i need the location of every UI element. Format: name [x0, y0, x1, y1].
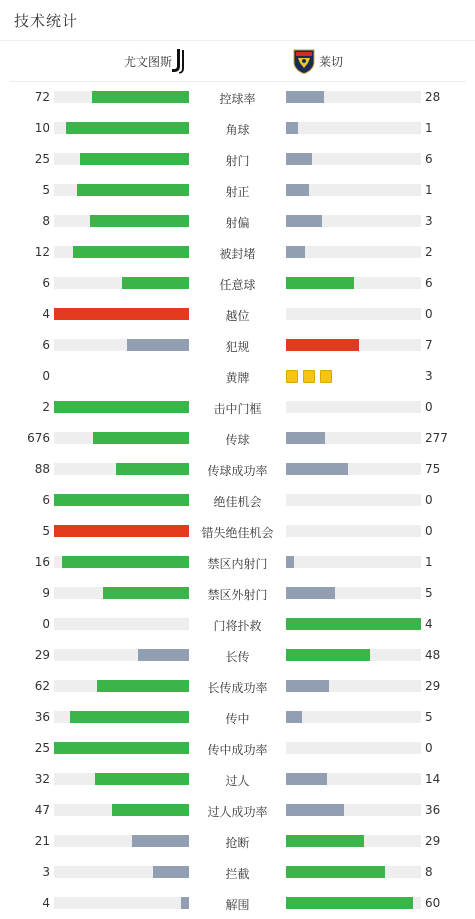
away-bar-track	[286, 649, 421, 661]
home-bar-fill	[95, 773, 190, 785]
away-bar-track	[286, 711, 421, 723]
home-bar-track	[54, 556, 189, 568]
away-value: 277	[425, 431, 448, 445]
home-bar-fill	[138, 649, 189, 661]
home-value: 0	[42, 617, 50, 631]
away-bar-fill	[286, 680, 329, 692]
away-team-name[interactable]: 莱切	[319, 55, 344, 69]
away-bar-fill	[286, 804, 344, 816]
stat-row	[0, 609, 475, 640]
away-bar-fill	[286, 618, 421, 630]
away-value: 5	[425, 586, 433, 600]
yellow-card-icon	[303, 370, 315, 383]
away-bar-fill	[286, 339, 359, 351]
home-bar-track	[54, 463, 189, 475]
away-value: 0	[425, 493, 433, 507]
home-value: 72	[34, 90, 50, 104]
away-bar-track	[286, 432, 421, 444]
home-bar-fill	[54, 742, 189, 754]
home-value: 3	[42, 865, 50, 879]
home-bar-fill	[73, 246, 189, 258]
away-bar-fill	[286, 711, 302, 723]
stat-label: 控球率	[219, 92, 256, 106]
stat-row	[0, 82, 475, 113]
home-value: 5	[42, 183, 50, 197]
away-value: 60	[425, 896, 441, 910]
away-value: 28	[425, 90, 441, 104]
page-title: 技术统计	[14, 12, 79, 30]
away-bar-fill	[286, 835, 364, 847]
home-bar-track	[54, 122, 189, 134]
away-bar-track	[286, 339, 421, 351]
stat-label: 射正	[225, 185, 250, 199]
home-value: 88	[34, 462, 50, 476]
away-bar-track	[286, 618, 421, 630]
home-bar-track	[54, 897, 189, 909]
home-bar-track	[54, 215, 189, 227]
home-bar-track	[54, 184, 189, 196]
stat-label: 传中	[225, 712, 250, 726]
away-bar-track	[286, 680, 421, 692]
away-bar-track	[286, 184, 421, 196]
stat-label: 被封堵	[219, 247, 256, 261]
home-bar-fill	[92, 91, 189, 103]
stat-label: 击中门框	[213, 402, 262, 416]
home-bar-track	[54, 277, 189, 289]
home-bar-fill	[93, 432, 189, 444]
home-value: 32	[34, 772, 50, 786]
away-bar-track	[286, 742, 421, 754]
home-bar-track	[54, 91, 189, 103]
home-team-name[interactable]: 尤文图斯	[123, 55, 172, 69]
stat-row	[0, 206, 475, 237]
home-bar-track	[54, 153, 189, 165]
away-value: 1	[425, 555, 433, 569]
away-bar-track	[286, 91, 421, 103]
home-value: 47	[34, 803, 50, 817]
home-value: 4	[42, 896, 50, 910]
home-bar-track	[54, 525, 189, 537]
stat-label: 长传成功率	[207, 681, 268, 695]
away-value: 3	[425, 214, 433, 228]
away-value: 0	[425, 524, 433, 538]
home-value: 12	[34, 245, 50, 259]
stat-label: 传球	[225, 433, 250, 447]
stat-label: 越位	[225, 309, 250, 323]
stat-label: 长传	[225, 650, 250, 664]
stats-list	[0, 82, 475, 919]
home-bar-track	[54, 680, 189, 692]
home-value: 4	[42, 307, 50, 321]
stat-row	[0, 299, 475, 330]
home-bar-fill	[66, 122, 189, 134]
away-value: 0	[425, 307, 433, 321]
home-bar-track	[54, 711, 189, 723]
away-value: 4	[425, 617, 433, 631]
home-team-logo-icon[interactable]	[169, 48, 189, 74]
away-value: 36	[425, 803, 441, 817]
home-bar-track	[54, 339, 189, 351]
stat-label: 过人成功率	[207, 805, 268, 819]
home-value: 0	[42, 369, 50, 383]
stat-label: 门将扑救	[213, 619, 262, 633]
stat-row	[0, 888, 475, 919]
stat-row	[0, 454, 475, 485]
away-bar-fill	[286, 91, 324, 103]
stat-label: 任意球	[219, 278, 256, 292]
away-bar-fill	[286, 432, 325, 444]
away-bar-track	[286, 308, 421, 320]
home-value: 62	[34, 679, 50, 693]
away-value: 29	[425, 834, 441, 848]
home-bar-fill	[116, 463, 189, 475]
home-value: 676	[27, 431, 50, 445]
stat-row	[0, 175, 475, 206]
away-bar-fill	[286, 556, 294, 568]
stat-row	[0, 516, 475, 547]
away-bar-track	[286, 153, 421, 165]
stat-label: 解围	[225, 898, 250, 912]
home-value: 10	[34, 121, 50, 135]
away-value: 7	[425, 338, 433, 352]
stat-label: 犯规	[225, 340, 250, 354]
away-bar-track	[286, 866, 421, 878]
home-value: 5	[42, 524, 50, 538]
stat-row	[0, 392, 475, 423]
stat-label: 传球成功率	[207, 464, 268, 478]
home-bar-fill	[127, 339, 189, 351]
teams-header	[10, 41, 466, 82]
stat-label: 禁区外射门	[207, 588, 268, 602]
yellow-card-icon	[286, 370, 298, 383]
home-bar-track	[54, 432, 189, 444]
home-bar-track	[54, 587, 189, 599]
title-bar	[0, 0, 475, 41]
away-bar-track	[286, 401, 421, 413]
home-bar-track	[54, 618, 189, 630]
home-bar-track	[54, 866, 189, 878]
home-bar-fill	[122, 277, 190, 289]
stat-row	[0, 423, 475, 454]
home-bar-track	[54, 804, 189, 816]
away-value: 5	[425, 710, 433, 724]
home-bar-track	[54, 308, 189, 320]
away-bar-fill	[286, 215, 322, 227]
stat-row	[0, 702, 475, 733]
away-value: 6	[425, 152, 433, 166]
stat-row	[0, 857, 475, 888]
home-value: 21	[34, 834, 50, 848]
home-bar-track	[54, 773, 189, 785]
home-bar-fill	[90, 215, 189, 227]
away-bar-fill	[286, 866, 385, 878]
home-bar-track	[54, 835, 189, 847]
away-bar-track	[286, 773, 421, 785]
home-bar-fill	[54, 401, 189, 413]
stat-row	[0, 764, 475, 795]
stat-label: 抢断	[225, 836, 250, 850]
home-value: 16	[34, 555, 50, 569]
away-bar-track	[286, 122, 421, 134]
away-bar-fill	[286, 587, 335, 599]
stat-label: 绝佳机会	[213, 495, 262, 509]
away-value: 75	[425, 462, 441, 476]
away-bar-fill	[286, 122, 298, 134]
home-value: 25	[34, 741, 50, 755]
stat-row	[0, 361, 475, 392]
away-bar-track	[286, 525, 421, 537]
home-value: 2	[42, 400, 50, 414]
yellow-card-icon	[320, 370, 332, 383]
stat-row	[0, 268, 475, 299]
away-bar-track	[286, 556, 421, 568]
home-bar-fill	[54, 494, 189, 506]
away-bar-fill	[286, 277, 354, 289]
home-bar-fill	[181, 897, 189, 909]
away-bar-track	[286, 587, 421, 599]
away-bar-fill	[286, 184, 309, 196]
home-bar-fill	[77, 184, 189, 196]
home-value: 9	[42, 586, 50, 600]
away-bar-track	[286, 804, 421, 816]
away-value: 3	[425, 369, 433, 383]
stat-row	[0, 578, 475, 609]
home-bar-fill	[54, 525, 189, 537]
away-bar-fill	[286, 897, 413, 909]
stat-row	[0, 144, 475, 175]
home-value: 8	[42, 214, 50, 228]
home-value: 6	[42, 276, 50, 290]
away-bar-track	[286, 463, 421, 475]
stat-label: 传中成功率	[207, 743, 268, 757]
home-value: 6	[42, 493, 50, 507]
home-bar-fill	[70, 711, 189, 723]
away-bar-fill	[286, 649, 370, 661]
away-value: 14	[425, 772, 441, 786]
home-value: 25	[34, 152, 50, 166]
away-bar-track	[286, 246, 421, 258]
away-bar-track	[286, 897, 421, 909]
away-bar-fill	[286, 153, 312, 165]
stat-label: 过人	[225, 774, 250, 788]
home-bar-track	[54, 649, 189, 661]
away-value: 48	[425, 648, 441, 662]
stat-label: 黄牌	[225, 371, 250, 385]
away-value: 0	[425, 400, 433, 414]
away-value: 8	[425, 865, 433, 879]
home-bar-fill	[80, 153, 189, 165]
away-value: 2	[425, 245, 433, 259]
stat-row	[0, 733, 475, 764]
away-team-logo-icon[interactable]	[293, 48, 315, 74]
stat-label: 错失绝佳机会	[201, 526, 274, 540]
home-bar-fill	[54, 308, 189, 320]
stat-label: 射偏	[225, 216, 250, 230]
away-value: 6	[425, 276, 433, 290]
away-bar-fill	[286, 463, 348, 475]
home-bar-fill	[62, 556, 189, 568]
away-bar-track	[286, 494, 421, 506]
stat-row	[0, 237, 475, 268]
away-bar-fill	[286, 773, 327, 785]
stat-label: 射门	[225, 154, 250, 168]
home-bar-fill	[132, 835, 189, 847]
stat-row	[0, 795, 475, 826]
away-value: 0	[425, 741, 433, 755]
stat-row	[0, 826, 475, 857]
home-value: 29	[34, 648, 50, 662]
stat-row	[0, 485, 475, 516]
away-value: 29	[425, 679, 441, 693]
home-bar-fill	[112, 804, 189, 816]
stat-row	[0, 671, 475, 702]
home-value: 36	[34, 710, 50, 724]
home-bar-track	[54, 742, 189, 754]
home-value: 6	[42, 338, 50, 352]
home-bar-track	[54, 246, 189, 258]
home-bar-fill	[153, 866, 189, 878]
away-bar-track	[286, 215, 421, 227]
stat-label: 禁区内射门	[207, 557, 268, 571]
stat-label: 拦截	[225, 867, 250, 881]
away-value: 1	[425, 121, 433, 135]
away-bar-fill	[286, 246, 305, 258]
away-bar-track	[286, 835, 421, 847]
stat-label: 角球	[225, 123, 250, 137]
home-bar-fill	[103, 587, 189, 599]
away-yellow-cards	[286, 370, 337, 389]
stat-row	[0, 547, 475, 578]
home-bar-fill	[97, 680, 189, 692]
home-bar-track	[54, 401, 189, 413]
stat-row	[0, 113, 475, 144]
away-bar-track	[286, 277, 421, 289]
away-value: 1	[425, 183, 433, 197]
stat-row	[0, 330, 475, 361]
stat-row	[0, 640, 475, 671]
home-bar-track	[54, 494, 189, 506]
